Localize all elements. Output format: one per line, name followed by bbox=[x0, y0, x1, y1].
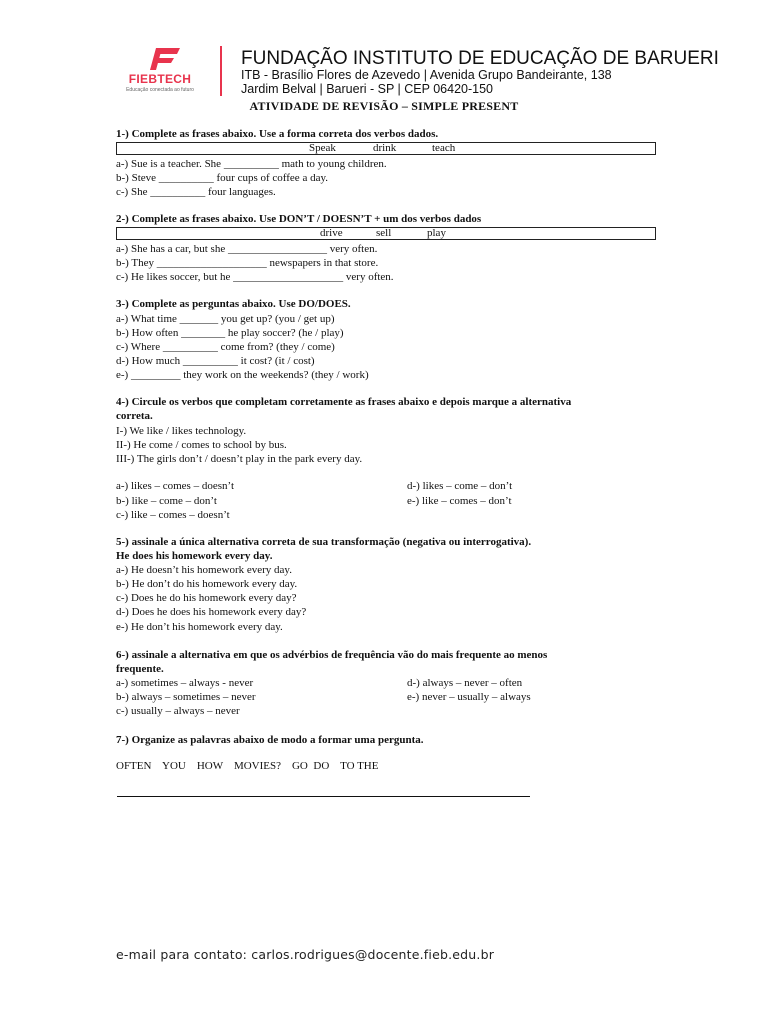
q4-option: d-) likes – come – don’t bbox=[407, 480, 513, 492]
q5-option: c-) Does he do his homework every day? bbox=[116, 592, 297, 604]
q2-verb-box bbox=[116, 227, 656, 240]
q2-item: b-) They ____________________ newspapers in that store. bbox=[116, 257, 379, 269]
q1-item: b-) Steve __________ four cups of coffee a day. bbox=[116, 172, 328, 184]
q6-heading-cont: frequente. bbox=[116, 663, 164, 675]
fiebtech-logo-icon bbox=[148, 46, 182, 72]
q3-item: e-) _________ they work on the weekends? (they / work) bbox=[116, 369, 369, 381]
q3-item: b-) How often ________ he play soccer? (he / play) bbox=[116, 327, 344, 339]
fiebtech-logo bbox=[120, 46, 200, 98]
q6-option: b-) always – sometimes – never bbox=[116, 691, 256, 703]
q4-heading-cont: correta. bbox=[116, 410, 153, 422]
q4-sentence: I-) We like / likes technology. bbox=[116, 425, 247, 437]
q1-verb: drink bbox=[373, 142, 397, 154]
q6-option: e-) never – usually – always bbox=[407, 691, 531, 703]
q3-item: d-) How much __________ it cost? (it / cost) bbox=[116, 355, 315, 367]
q2-verb: drive bbox=[320, 227, 343, 239]
q5-option: d-) Does he does his homework every day? bbox=[116, 606, 307, 618]
q1-verb: Speak bbox=[309, 142, 336, 154]
q4-option: b-) like – come – don’t bbox=[116, 495, 217, 507]
q1-heading: 1-) Complete as frases abaixo. Use a forma correta dos verbos dados. bbox=[116, 128, 439, 140]
q3-heading: 3-) Complete as perguntas abaixo. Use DO/DOES. bbox=[116, 298, 351, 310]
institution-address-line1: ITB - Brasílio Flores de Azevedo | Avenida Grupo Bandeirante, 138 bbox=[241, 68, 612, 82]
contact-email: e-mail para contato: carlos.rodrigues@docente.fieb.edu.br bbox=[116, 947, 495, 962]
q3-item: c-) Where __________ come from? (they / come) bbox=[116, 341, 335, 353]
q4-option: c-) like – comes – doesn’t bbox=[116, 509, 230, 521]
q4-option: e-) like – comes – don’t bbox=[407, 495, 512, 507]
institution-address-line2: Jardim Belval | Barueri - SP | CEP 06420-150 bbox=[241, 82, 493, 96]
q2-item: a-) She has a car, but she __________________ very often. bbox=[116, 243, 378, 255]
logo-wordmark: FIEBTECH bbox=[128, 72, 192, 86]
q6-option: c-) usually – always – never bbox=[116, 705, 240, 717]
q5-option: b-) He don’t do his homework every day. bbox=[116, 578, 298, 590]
q5-option: e-) He don’t his homework every day. bbox=[116, 621, 283, 633]
q2-heading: 2-) Complete as frases abaixo. Use DON’T / DOESN’T + um dos verbos dados bbox=[116, 213, 482, 225]
q1-item: a-) Sue is a teacher. She __________ math to young children. bbox=[116, 158, 387, 170]
q4-sentence: III-) The girls don’t / doesn’t play in the park every day. bbox=[116, 453, 363, 465]
q3-item: a-) What time _______ you get up? (you / get up) bbox=[116, 313, 335, 325]
q6-option: d-) always – never – often bbox=[407, 677, 523, 689]
q4-sentence: II-) He come / comes to school by bus. bbox=[116, 439, 287, 451]
logo-tagline: Educação conectada ao futuro bbox=[126, 87, 194, 93]
q2-item: c-) He likes soccer, but he ____________________ very often. bbox=[116, 271, 394, 283]
q5-option: a-) He doesn’t his homework every day. bbox=[116, 564, 292, 576]
q1-item: c-) She __________ four languages. bbox=[116, 186, 276, 198]
q6-option: a-) sometimes – always - never bbox=[116, 677, 254, 689]
q4-option: a-) likes – comes – doesn’t bbox=[116, 480, 235, 492]
q7-heading: 7-) Organize as palavras abaixo de modo a formar uma pergunta. bbox=[116, 734, 424, 746]
q1-verb: teach bbox=[432, 142, 456, 154]
q7-answer-line bbox=[117, 796, 530, 797]
q2-verb: sell bbox=[376, 227, 392, 239]
q5-sentence: He does his homework every day. bbox=[116, 550, 273, 562]
header-divider bbox=[220, 46, 222, 96]
worksheet-title: ATIVIDADE DE REVISÃO – SIMPLE PRESENT bbox=[249, 99, 519, 113]
q5-heading: 5-) assinale a única alternativa correta de sua transformação (negativa ou interrogativa). bbox=[116, 536, 532, 548]
q6-heading: 6-) assinale a alternativa em que os advérbios de frequência vão do mais frequente ao menos bbox=[116, 649, 548, 661]
q4-heading: 4-) Circule os verbos que completam corretamente as frases abaixo e depois marque a alternativa bbox=[116, 396, 572, 408]
q1-verb-box bbox=[116, 142, 656, 155]
institution-name: FUNDAÇÃO INSTITUTO DE EDUCAÇÃO DE BARUERI bbox=[241, 48, 719, 69]
q2-verb: play bbox=[427, 227, 446, 239]
q7-words: OFTEN YOU HOW MOVIES? GO DO TO THE bbox=[116, 760, 379, 772]
